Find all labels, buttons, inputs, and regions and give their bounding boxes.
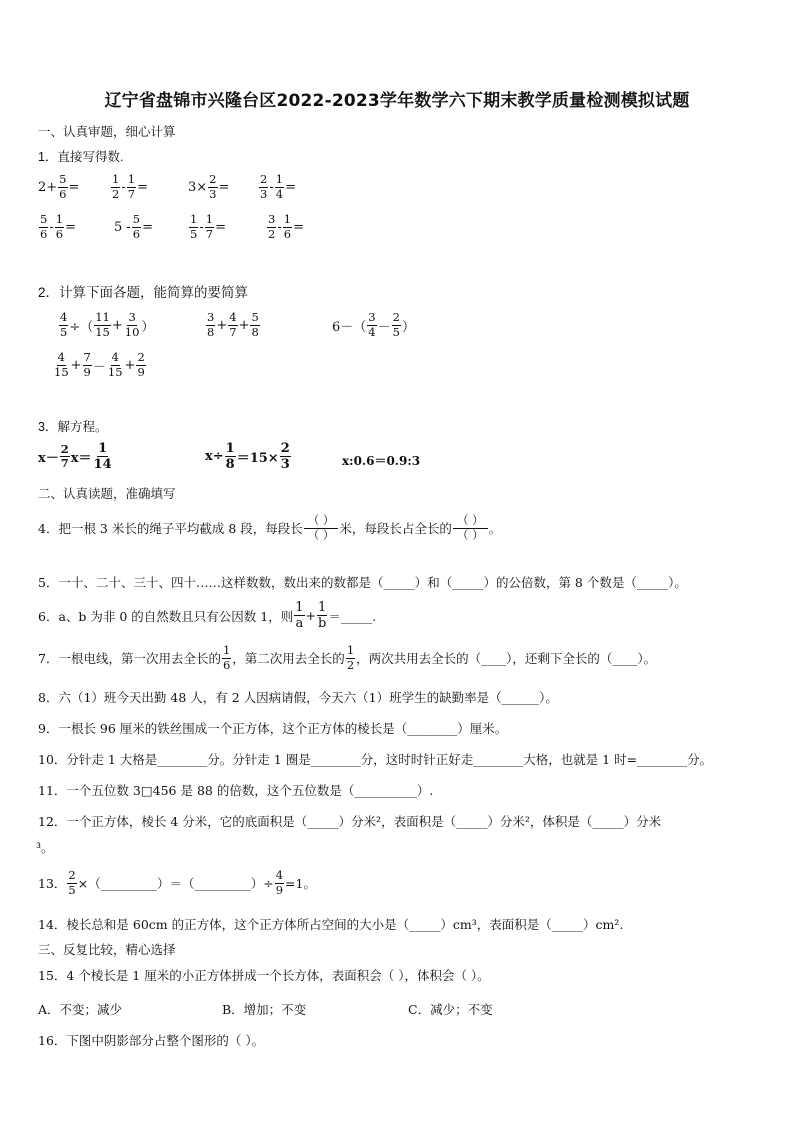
question-13 <box>38 870 316 896</box>
frac-b <box>205 214 214 240</box>
blank[interactable]: （ ） <box>304 514 339 529</box>
question-12-unit: ³。 <box>36 840 54 855</box>
denominator: 4 <box>368 324 376 339</box>
blank[interactable]: （ ） <box>307 527 335 542</box>
denominator: 3 <box>260 186 268 201</box>
frac <box>346 645 355 671</box>
frac-a <box>259 174 268 200</box>
numerator: 4 <box>229 310 237 324</box>
denominator: 6 <box>132 226 141 241</box>
numerator: 3 <box>207 310 215 324</box>
q1-item-5 <box>38 214 76 240</box>
frac <box>228 312 237 338</box>
q1-item-3 <box>188 174 229 200</box>
denominator: 15 <box>54 364 69 379</box>
frac <box>132 214 141 240</box>
denominator: 6 <box>55 226 64 241</box>
numerator: 2 <box>260 172 268 186</box>
numerator: 1 <box>295 600 304 615</box>
q7-text-a: 7．一根电线，第一次用去全长的 <box>38 651 221 666</box>
question-12: 12．一个正方体，棱长 4 分米，它的底面积是（_____）分米²，表面积是（_____）分米²，体积是（_____）分米 <box>38 814 662 829</box>
q1-item-8 <box>266 214 304 240</box>
operator: ÷（ <box>69 319 94 335</box>
numerator: 1 <box>190 212 198 226</box>
denominator: 15 <box>107 364 123 379</box>
paren: ） <box>141 319 155 335</box>
equals: = <box>218 179 230 195</box>
numerator: 4 <box>60 310 68 324</box>
equals: = <box>65 219 76 235</box>
question-16: 16．下图中阴影部分占整个图形的（ ）。 <box>38 1033 265 1048</box>
denominator: 5 <box>60 324 68 339</box>
q15-option-c[interactable]: C．减少；不变 <box>408 1002 493 1017</box>
q6-blank[interactable]: ＝_____. <box>328 608 377 624</box>
q2-expression-3 <box>332 312 415 338</box>
numerator: 1 <box>222 643 231 657</box>
numerator: 3 <box>268 212 276 226</box>
denominator: 6 <box>222 657 231 672</box>
frac <box>136 352 145 378</box>
question-1-label: 1．直接写得数. <box>38 150 124 164</box>
question-10: 10．分针走 1 大格是________分。分针走 1 圈是________分，这时时针正好走________大格，也就是 1 时=________分。 <box>38 752 713 767</box>
numerator: 2 <box>60 441 69 456</box>
q13-number: 13． <box>38 876 67 891</box>
middle: x＝ <box>70 451 92 466</box>
denominator: 7 <box>229 324 237 339</box>
denominator: 14 <box>93 457 112 472</box>
frac-b <box>55 214 64 240</box>
q4-text-b: 米，每段长占全长的 <box>339 521 452 536</box>
frac <box>294 601 304 630</box>
numerator: 11 <box>95 310 110 324</box>
question-6: 6．a、b 为非 0 的自然数且只有公因数 1，则 $\frac{1}{a}$ + $\frac{1}{b}$ ＝_____. <box>38 600 377 631</box>
numerator: 2 <box>137 350 145 364</box>
frac <box>222 645 231 671</box>
frac <box>208 174 217 200</box>
prefix: x－ <box>38 451 59 466</box>
question-7 <box>38 645 656 671</box>
denominator: 10 <box>124 324 140 339</box>
numerator: 4 <box>275 868 284 882</box>
frac <box>317 601 327 630</box>
paren: ） <box>401 319 415 335</box>
numerator: 1 <box>283 212 292 226</box>
denominator: 9 <box>83 364 91 379</box>
denominator: a <box>295 616 304 631</box>
q4-answer-frac-2[interactable] <box>453 514 488 542</box>
question-14: 14．棱长总和是 60cm 的正方体，这个正方体所占空间的大小是（_____）cm³，表面积是（_____）cm². <box>38 917 624 932</box>
q6-text: 6．a、b 为非 0 的自然数且只有公因数 1，则 <box>38 608 294 624</box>
denominator: 8 <box>225 457 235 472</box>
numerator: 1 <box>98 441 108 456</box>
denominator: 3 <box>280 457 290 472</box>
numerator: 1 <box>346 643 355 657</box>
q2-expression-4 <box>52 352 147 378</box>
q1-item-6 <box>114 214 153 240</box>
numerator: 1 <box>205 212 214 226</box>
denominator: 2 <box>346 657 355 672</box>
q1-item-6-whole: 5 - <box>114 219 131 235</box>
denominator: 2 <box>268 226 276 241</box>
frac <box>225 442 236 471</box>
operator: + <box>124 357 136 373</box>
frac-a <box>111 174 120 200</box>
frac-b <box>275 174 284 200</box>
denominator: 8 <box>251 324 259 339</box>
denominator: 6 <box>40 226 48 241</box>
numerator: 1 <box>112 172 120 186</box>
denominator: b <box>317 616 327 631</box>
denominator: 7 <box>205 226 214 241</box>
q15-option-b[interactable]: B．增加；不变 <box>222 1002 307 1017</box>
numerator: 2 <box>392 310 400 324</box>
q2-expression-2 <box>205 312 261 338</box>
numerator: 5 <box>132 212 141 226</box>
numerator: 4 <box>57 350 65 364</box>
q1-item-4 <box>258 174 296 200</box>
operator: - <box>49 219 54 235</box>
frac-a <box>267 214 276 240</box>
q1-item-3-whole: 3× <box>188 179 208 195</box>
denominator: 3 <box>209 186 217 201</box>
denominator: 5 <box>68 882 76 897</box>
frac <box>280 442 291 471</box>
numerator: 1 <box>225 441 235 456</box>
question-11: 11．一个五位数 3□456 是 88 的倍数，这个五位数是（__________）. <box>38 783 434 798</box>
denominator: 7 <box>127 186 136 201</box>
q1-item-7 <box>188 214 226 240</box>
frac <box>275 870 284 896</box>
numerator: 2 <box>280 441 290 456</box>
frac-b <box>283 214 292 240</box>
equals: = <box>215 219 226 235</box>
operator: + <box>238 317 250 333</box>
q3-equation-3: x:0.6＝0.9:3 <box>342 454 421 468</box>
q7-text-c: ，两次共用去全长的（____），还剩下全长的（____）。 <box>356 651 657 666</box>
q1-item-2 <box>110 174 148 200</box>
q4-text-c: 。 <box>488 521 502 536</box>
q4-answer-frac-1[interactable] <box>304 514 339 542</box>
q1-item-1 <box>38 174 79 200</box>
frac <box>93 442 113 471</box>
numerator: 5 <box>251 310 259 324</box>
frac <box>392 312 401 338</box>
q1-item-1-whole: 2+ <box>38 179 58 195</box>
frac-a <box>189 214 198 240</box>
numerator: 1 <box>55 212 64 226</box>
operator: - <box>277 219 282 235</box>
numerator: 3 <box>368 310 376 324</box>
frac <box>367 312 376 338</box>
q3-equation-2 <box>205 442 292 471</box>
section-2-heading: 二、认真读题，准确填写 <box>38 486 176 501</box>
denominator: 4 <box>275 186 284 201</box>
equals: = <box>285 179 296 195</box>
frac <box>206 312 215 338</box>
q13-text[interactable]: ×（_________）＝（_________）÷ <box>77 876 274 891</box>
prefix: 6－（ <box>332 319 367 335</box>
numerator: 4 <box>111 350 119 364</box>
equals: = <box>68 179 80 195</box>
question-3-label: 3．解方程。 <box>38 420 108 434</box>
numerator: 3 <box>128 310 136 324</box>
middle: ＝15× <box>236 451 279 466</box>
operator: + <box>70 357 82 373</box>
numerator: 5 <box>40 212 48 226</box>
denominator: 8 <box>207 324 215 339</box>
frac <box>59 312 68 338</box>
q2-expression-1 <box>58 312 154 338</box>
q15-option-a[interactable]: A．不变；减少 <box>38 1002 123 1017</box>
denominator: 5 <box>190 226 198 241</box>
numerator: 2 <box>209 172 217 186</box>
numerator: 1 <box>275 172 284 186</box>
numerator: 1 <box>127 172 136 186</box>
section-1-heading: 一、认真审题，细心计算 <box>38 124 176 139</box>
frac <box>83 352 92 378</box>
question-2-label: 2．计算下面各题，能简算的要简算 <box>38 285 249 300</box>
q1-item-1-frac <box>58 174 67 200</box>
question-4 <box>38 514 501 542</box>
frac <box>250 312 259 338</box>
frac-b <box>127 174 136 200</box>
denominator: 5 <box>392 324 400 339</box>
prefix: x÷ <box>205 449 224 464</box>
q7-text-b: ，第二次用去全长的 <box>232 651 345 666</box>
operator: － <box>377 319 391 335</box>
frac <box>124 312 141 338</box>
frac <box>53 352 70 378</box>
denominator: 9 <box>275 882 284 897</box>
question-15: 15．4 个棱长是 1 厘米的小正方体拼成一个长方体，表面积会（ ），体积会（ ）。 <box>38 968 490 983</box>
question-8: 8．六（1）班今天出勤 48 人，有 2 人因病请假，今天六（1）班学生的缺勤率是（______）。 <box>38 690 558 705</box>
q3-equation-1 <box>38 442 114 471</box>
frac <box>67 870 76 896</box>
denominator: 7 <box>60 456 69 470</box>
frac <box>107 352 124 378</box>
denominator: 15 <box>95 324 110 339</box>
operator: - <box>269 179 274 195</box>
frac <box>60 441 70 470</box>
equals: = <box>137 179 148 195</box>
question-5: 5．一十、二十、三十、四十……这样数数，数出来的数都是（_____）和（_____）的公倍数，第 8 个数是（_____）。 <box>38 575 687 590</box>
operator: - <box>199 219 204 235</box>
numerator: 5 <box>59 172 67 186</box>
blank[interactable]: （ ） <box>456 527 484 542</box>
blank[interactable]: （ ） <box>453 514 488 529</box>
q13-tail: =1。 <box>285 876 316 891</box>
frac <box>94 312 111 338</box>
equals: = <box>142 219 154 235</box>
frac-a <box>39 214 48 240</box>
operator: － <box>92 359 106 375</box>
denominator: 6 <box>283 226 292 241</box>
section-3-heading: 三、反复比较，精心选择 <box>38 942 176 957</box>
numerator: 7 <box>83 350 91 364</box>
q4-text-a: 4．把一根 3 米长的绳子平均截成 8 段，每段长 <box>38 521 303 536</box>
numerator: 1 <box>318 600 327 615</box>
page-title: 辽宁省盘锦市兴隆台区2022-2023学年数学六下期末教学质量检测模拟试题 <box>104 91 690 111</box>
denominator: 2 <box>112 186 120 201</box>
denominator: 9 <box>137 364 145 379</box>
equals: = <box>293 219 304 235</box>
numerator: 2 <box>68 868 76 882</box>
question-9: 9．一根长 96 厘米的铁丝围成一个正方体，这个正方体的棱长是（________）厘米。 <box>38 721 508 736</box>
operator: + <box>111 317 123 333</box>
operator: - <box>121 179 126 195</box>
operator: + <box>216 317 228 333</box>
denominator: 6 <box>59 186 67 201</box>
